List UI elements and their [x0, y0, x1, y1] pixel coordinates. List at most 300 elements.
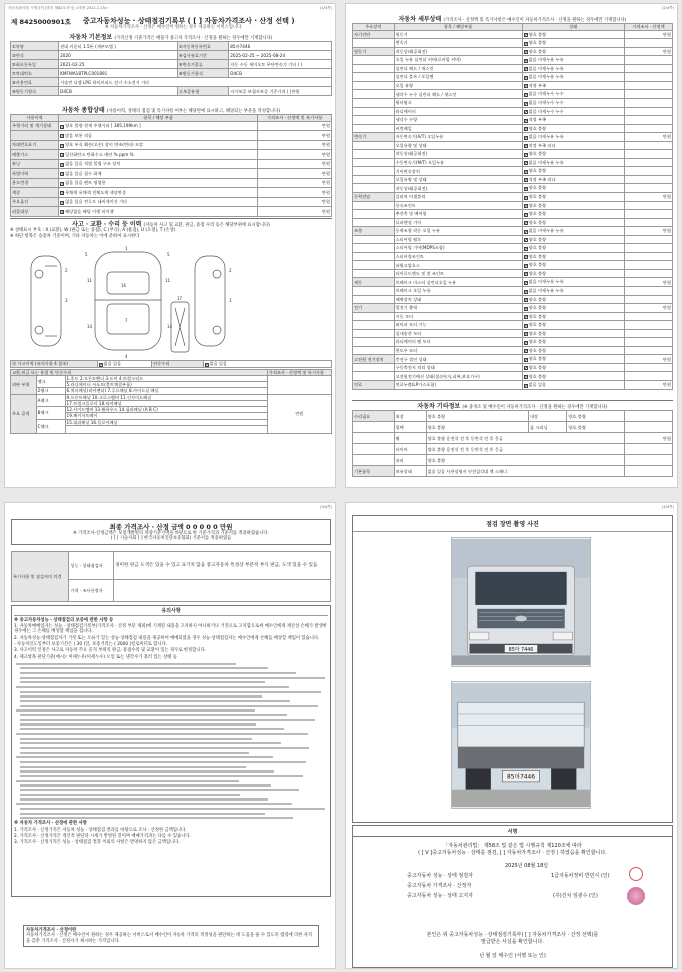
checkbox-icon: ✔: [524, 332, 528, 337]
checkbox-icon: ✔: [524, 186, 528, 191]
detail-item: 오일 누유 실린더 커버(로커암 커버): [394, 56, 522, 65]
other-group: [353, 422, 395, 433]
checkbox-icon: ✔: [524, 246, 528, 251]
detail-row: [353, 150, 673, 159]
status-row: [11, 169, 332, 179]
status-value: [59, 169, 258, 179]
other-row: [353, 422, 673, 433]
status-value: [59, 207, 258, 217]
detail-state-text: 양호 불량: [528, 364, 547, 370]
sign-title-box: [352, 825, 673, 837]
basic-value-2: 2025-02-25 ~ 2025-08-24: [229, 51, 332, 60]
checkbox-icon: ✔: [524, 306, 528, 311]
detail-state: [522, 158, 624, 167]
svg-text:1: 1: [125, 246, 128, 251]
svg-text:16: 16: [121, 283, 127, 288]
svg-text:3: 3: [65, 298, 68, 303]
detail-row: [353, 321, 673, 330]
detail-state-text: 없음 미세누유 누유: [528, 74, 564, 80]
detail-state-text: 양호 불량: [528, 185, 547, 191]
detail-group: [353, 235, 395, 244]
checkbox-icon: ✔: [61, 172, 65, 177]
detail-group: 원동기: [353, 47, 395, 56]
detail-price: 만원: [624, 304, 672, 313]
basic-value: 2020: [59, 51, 178, 60]
detail-row: [353, 175, 673, 184]
special-label: 특기사항 및 점검자의 의견: [12, 552, 69, 602]
detail-item: 오일유량 및 상태: [394, 141, 522, 150]
fine-print-line: [20, 752, 249, 754]
other-group: [353, 455, 395, 466]
other-info-section: [352, 400, 673, 477]
checkbox-icon: ✔: [524, 144, 528, 149]
fine-print-line: [16, 756, 273, 758]
detail-group: [353, 287, 395, 296]
checkbox-icon: ✔: [524, 289, 528, 294]
note-item: 1. 가격조사 · 산정가격은 자동차 성능 · 상태점검 결과를 바탕으로 조사 · 산정한 금액입니다.: [14, 827, 187, 833]
detail-state: [522, 363, 624, 372]
page-number: (4/4쪽): [661, 505, 674, 509]
detail-price: [624, 64, 672, 73]
status-key: 주행거리 및 계기상태: [11, 121, 59, 131]
fine-print-line: [20, 766, 246, 768]
detail-item: 윈도우 모터: [394, 346, 522, 355]
page-number: (2/4쪽): [661, 6, 674, 10]
other-item: 광택: [394, 422, 426, 433]
status-table: [10, 114, 332, 216]
detail-item: 커먼레일: [394, 124, 522, 133]
detail-state: [522, 244, 624, 253]
detail-state: [522, 90, 624, 99]
detail-price: [624, 210, 672, 219]
detail-item: 브레이크 오일 누유: [394, 287, 522, 296]
detail-state: [522, 312, 624, 321]
total-title: 최종 가격조사 · 산정 금액: [109, 523, 184, 531]
main-b-v: 12.사이드멤버 13.휠하우스 14.필러패널 (A B C): [65, 407, 267, 413]
detail-price: [624, 312, 672, 321]
detail-row: [353, 346, 673, 355]
detail-row: [353, 355, 673, 364]
detail-group: [353, 218, 395, 227]
fine-print-line: [20, 789, 299, 791]
checkbox-icon: ✔: [524, 204, 528, 209]
other-state-2: 양호 불량: [567, 411, 625, 422]
detail-item: 디퍼렌셜 기어: [394, 218, 522, 227]
total-note: ※ 가격조사·산정금액은 보험개발원의 차량기준가액을 바탕으로 한 기준가격과 기준서를 적용하였습니다.: [73, 531, 269, 536]
detail-price: 만원: [624, 355, 672, 364]
fine-print-line: [20, 705, 318, 707]
hist-price-col: 가격조사 · 산정액 및 특기사항: [267, 369, 331, 375]
status-row: [11, 121, 332, 131]
detail-price: [624, 244, 672, 253]
detail-row: [353, 73, 673, 82]
detail-state: [522, 372, 624, 381]
detail-item: 기어변속장치: [394, 167, 522, 176]
detail-state-text: 양호 불량: [528, 347, 547, 353]
detail-row: [353, 107, 673, 116]
detail-state: [522, 201, 624, 210]
detail-row: [353, 56, 673, 65]
page-number: (1/4쪽): [319, 6, 332, 10]
detail-group: [353, 321, 395, 330]
status-price: 만원: [258, 169, 332, 179]
status-value-text: 무채색 유채색 전체도색 색상변경: [65, 189, 126, 195]
detail-state-text: 적정 부족 과다: [528, 142, 556, 148]
detail-state: [522, 47, 624, 56]
detail-price: [624, 124, 672, 133]
note-item: 1. 자동차매매업자는 성능 · 상태점검기록부(가격조사 · 산정 부분 제외)에 기재된 내용을 고지하지 아니하거나 거짓으로 고지함으로써 매수인에게 재산상 손해가 발생한 경우에는 그 손해를 배상할 책임을 집니다.: [14, 623, 327, 635]
accident-section: [10, 218, 332, 239]
status-col-2: 항목 / 해당 부품: [59, 115, 258, 121]
checkbox-icon: ✔: [524, 41, 528, 46]
fine-print-line: [20, 700, 290, 702]
detail-group: [353, 363, 395, 372]
status-key: 튜닝: [11, 159, 59, 169]
svg-text:3: 3: [229, 298, 232, 303]
detail-row: [353, 81, 673, 90]
detail-price: [624, 175, 672, 184]
notes-list-2: [14, 828, 328, 846]
outer-rank2: 2랭크: [36, 388, 65, 394]
status-value-text: 일산화탄소 탄화수소 매연 % ppm %: [65, 151, 134, 157]
basic-row: [11, 78, 332, 87]
checkbox-icon: ✔: [524, 195, 528, 200]
other-item: 보유상태: [394, 466, 426, 477]
fine-print-line: [20, 691, 321, 693]
fine-print-line: [20, 681, 265, 683]
checkbox-icon: ✔: [524, 349, 528, 354]
status-value-text: 양호 부식 훼손(오손) 상이 변조(변타) 도말: [65, 142, 144, 148]
detail-row: [353, 201, 673, 210]
detail-group: [353, 90, 395, 99]
status-note: (사용이력, 상태의 점검 및 특기사항 여부는 해당란에 표시하고, 해당되는 부분을 작성합니다): [106, 109, 281, 114]
other-state: 양호 불량 운전석 전 후 동반석 전 후 응급: [426, 444, 624, 455]
detail-state-text: 없음 있음: [528, 382, 547, 388]
detail-state: [522, 133, 624, 142]
status-value-text: 없음 있음 썬루프 네비게이션 기타: [65, 199, 128, 205]
detail-group: [353, 175, 395, 184]
status-value: [59, 131, 258, 141]
other-note: (※ 중개소 및 매수인이 자동차가격조사 · 산정을 원하는 경우에만 기재합니다): [462, 405, 608, 410]
fine-print-line: [20, 747, 309, 749]
status-value: [59, 178, 258, 188]
law-line-1: 「자동차관리법」 제58조 및 같은 법 시행규칙 제120조에 따라: [443, 843, 582, 849]
basic-key: ⑩원동기형식: [11, 87, 59, 96]
note-item: 2. 자동차성능·상태점검자가 거짓 또는 오류가 있는 성능·상태점검 내용을 제공하여 매매되었을 경우 성능·상태점검자는 매수인에게 손해를 배상할 책임이 있습니다.: [14, 635, 320, 641]
detail-state: [522, 98, 624, 107]
front-plate-text: 85마 7446: [508, 647, 534, 654]
fine-print-line: [16, 686, 289, 688]
fine-print-line: [16, 803, 292, 805]
notes-box: [11, 605, 331, 897]
detail-group: [353, 329, 395, 338]
detail-state-text: 양호 불량: [528, 125, 547, 131]
detail-state-text: 양호 불량: [528, 202, 547, 208]
legend-1: ※ 상태표시 부호 : X (교환), W (판금 또는 용접), C (부식), A (흠집), U (요철), T (손상): [10, 228, 176, 234]
detail-row: [353, 167, 673, 176]
detail-state-text: 없음 미세누유 누유: [528, 57, 564, 63]
outer-rank2-v: 6.쿼터패널(리어펜더) 7.루프패널 8.사이드실 패널: [65, 388, 267, 394]
detail-state-text: 없음 미세누유 누유: [528, 279, 564, 285]
other-row: [353, 455, 673, 466]
simple-repair-label: 단순수리: [152, 361, 203, 368]
page-number: (3/4쪽): [319, 505, 332, 509]
detail-state: [522, 321, 624, 330]
stamp-1-icon: [629, 867, 643, 881]
detail-item: 자동변속기(A/T) 오일누유: [394, 133, 522, 142]
special-table: [11, 551, 331, 602]
detail-price: 만원: [624, 30, 672, 39]
detail-state-text: 양호 불량: [528, 219, 547, 225]
detail-row: [353, 141, 673, 150]
detail-table: [352, 23, 673, 389]
other-state-2: 양호 불량: [567, 422, 625, 433]
basic-value: KMFWA18TPLC001891: [59, 69, 178, 78]
accident-note: (자동차 사고 및 교환, 판금, 용접 수리 등은 해당부위에 표시합니다): [143, 223, 270, 228]
basic-key-2: ④검사유효기간: [177, 51, 228, 60]
detail-group: 전기: [353, 304, 395, 313]
other-title: 자동차 기타정보: [417, 403, 461, 410]
basic-row: [11, 69, 332, 78]
status-row: [11, 140, 332, 150]
detail-row: [353, 98, 673, 107]
basic-row: [11, 42, 332, 51]
basic-key: ⑨사용연료: [11, 78, 59, 87]
svg-text:2: 2: [65, 268, 68, 273]
svg-text:5: 5: [167, 252, 170, 257]
detail-group: [353, 269, 395, 278]
other-row: [353, 444, 673, 455]
checkbox-icon: ✔: [61, 153, 65, 158]
status-row: [11, 188, 332, 198]
detail-group: [353, 124, 395, 133]
checkbox-icon: ✔: [524, 101, 528, 106]
detail-state: [522, 227, 624, 236]
other-row: [353, 411, 673, 422]
detail-row: [353, 47, 673, 56]
detail-price: [624, 295, 672, 304]
detail-row: [353, 184, 673, 193]
detail-state-text: 양호 불량: [528, 262, 547, 268]
detail-state: [522, 210, 624, 219]
status-row: [11, 159, 332, 169]
detail-item: 냉각수 누수 실린더 헤드 / 개스킷: [394, 90, 522, 99]
fine-print-line: [20, 784, 271, 786]
status-col-0: 사용이력: [11, 115, 59, 121]
detail-item: 추진축 및 베어링: [394, 210, 522, 219]
status-row: [11, 207, 332, 217]
checkbox-icon: ✔: [524, 92, 528, 97]
status-row: [11, 131, 332, 141]
checkbox-icon: ✔: [524, 169, 528, 174]
checkbox-icon: ✔: [524, 298, 528, 303]
detail-row: [353, 133, 673, 142]
detail-price: [624, 346, 672, 355]
car-top-view-icon: [95, 252, 161, 350]
doc-number: 제 8425000901호: [11, 18, 72, 26]
detail-price: [624, 184, 672, 193]
detail-col-3: 가격조사 · 산정액: [624, 24, 672, 30]
detail-price: [624, 158, 672, 167]
detail-item: 라디에이터: [394, 107, 522, 116]
other-price: [624, 444, 672, 455]
detail-item: 원동기: [394, 30, 522, 39]
detail-item: 실내송풍 모터: [394, 329, 522, 338]
detail-state: [522, 141, 624, 150]
basic-value-2: 자가보증 보험사보증 기준가격 ( )만원: [229, 87, 332, 96]
detail-row: [353, 372, 673, 381]
other-state: 양호 불량: [426, 411, 528, 422]
detail-item: 실린더 헤드 / 개스킷: [394, 64, 522, 73]
detail-state: [522, 261, 624, 270]
detail-state: [522, 304, 624, 313]
other-item: 유리: [394, 455, 426, 466]
detail-price: 만원: [624, 47, 672, 56]
status-title: 자동차 종합상태: [61, 107, 105, 114]
detail-state: [522, 150, 624, 159]
detail-price: [624, 56, 672, 65]
detail-state-text: 양호 불량: [528, 40, 547, 46]
detail-group: [353, 141, 395, 150]
checkbox-icon: ✔: [524, 229, 528, 234]
detail-price: [624, 287, 672, 296]
doc-notice: ※ 자동차가격조사 · 산정은 매수인이 원하는 경우 제공하는 서비스입니다.: [105, 25, 243, 30]
detail-item: 작동상태(공회전): [394, 47, 522, 56]
status-price: 만원: [258, 197, 332, 207]
detail-col-2: 상태: [522, 24, 624, 30]
detail-state-text: 양호 불량: [528, 356, 547, 362]
fine-print-line: [20, 672, 296, 674]
fine-print-line: [20, 794, 240, 796]
checkbox-icon: ✔: [524, 383, 528, 388]
detail-state-text: 양호 불량: [528, 253, 547, 259]
detail-price: [624, 81, 672, 90]
detail-state-text: 없음 미세누수 누수: [528, 91, 564, 97]
detail-row: [353, 30, 673, 39]
detail-row: [353, 295, 673, 304]
detail-state-text: 양호 불량: [528, 245, 547, 251]
accident-table: [10, 360, 332, 368]
detail-price: [624, 372, 672, 381]
basic-info-note: (가격산정 기준가격은 매물가 중고차 가격조사 · 산정을 원하는 경우에만 기재합니다): [114, 36, 273, 41]
checkbox-icon: ✔: [61, 162, 65, 167]
detail-item: 구동축전지 격리 상태: [394, 363, 522, 372]
other-item: 외장: [394, 411, 426, 422]
svg-text:11: 11: [165, 278, 171, 283]
status-key: 색상: [11, 188, 59, 198]
main-b: B랭크: [36, 407, 65, 420]
note-item: 3. 가격조사 · 산정가격은 성능 · 상태점검 결과 이외의 사항은 반영하지 않은 금액입니다.: [14, 840, 180, 846]
detail-state-text: 양호 불량: [528, 305, 547, 311]
fine-print-line: [20, 770, 274, 772]
checkbox-icon: ✔: [61, 191, 65, 196]
checkbox-icon: ✔: [524, 255, 528, 260]
detail-group: [353, 338, 395, 347]
detail-row: [353, 210, 673, 219]
basic-info-section: [10, 32, 332, 96]
other-group: 수리필요: [353, 411, 395, 422]
sign-title: 서명: [507, 829, 518, 835]
fine-print-line: [16, 733, 308, 735]
detail-price: [624, 321, 672, 330]
detail-row: [353, 338, 673, 347]
basic-info-table: [10, 41, 332, 96]
simple-repair-value: ✔없음 있음: [203, 361, 331, 368]
detail-row: [353, 124, 673, 133]
detail-item: 배력장치 상태: [394, 295, 522, 304]
svg-text:2: 2: [229, 268, 232, 273]
detail-item: 브레이크 마스터 실린더오일 누유: [394, 278, 522, 287]
basic-value: 2021-02-25: [59, 60, 178, 69]
fine-print-line: [20, 719, 315, 721]
detail-state-text: 없음 미세누유 누유: [528, 159, 564, 165]
fine-print-line: [20, 817, 293, 819]
other-state: 양호 불량: [426, 455, 624, 466]
detail-note: (가격조사 · 산정액 및 특기사항은 매수인이 자동차가격조사 · 산정을 원하는 경우에만 기재합니다): [443, 18, 627, 23]
basic-row: [11, 60, 332, 69]
other-price: [624, 466, 672, 477]
svg-text:14: 14: [87, 324, 93, 329]
detail-item: 스티어링 기어(MDPS포함): [394, 244, 522, 253]
status-key: 차대번호표기: [11, 140, 59, 150]
detail-group: [353, 346, 395, 355]
detail-state-text: 양호 불량: [528, 330, 547, 336]
status-section: [10, 105, 332, 217]
detail-item: 스티어링조인트: [394, 252, 522, 261]
detail-state: [522, 346, 624, 355]
detail-row: [353, 312, 673, 321]
detail-row: [353, 252, 673, 261]
detail-state: [522, 167, 624, 176]
detail-state: [522, 278, 624, 287]
detail-state: [522, 39, 624, 48]
fine-print-line: [20, 723, 256, 725]
detail-row: [353, 381, 673, 390]
other-row: [353, 466, 673, 477]
detail-price: [624, 235, 672, 244]
detail-item: 수동변속기(M/T) 오일누유: [394, 158, 522, 167]
detail-item: 파워고압호스: [394, 261, 522, 270]
detail-col-1: 항목 / 해당부품: [394, 24, 522, 30]
status-value-text: 해당없음 해당 이행 미이행: [65, 208, 114, 214]
other-state: 없음 있음 사용설명서 안전삼각대 잭 스패너: [426, 466, 624, 477]
signer3-name: (주)진치 임광수 (인): [553, 893, 598, 899]
status-value: [59, 121, 258, 131]
detail-item: 동력조향 작동 오일 누유: [394, 227, 522, 236]
detail-state-text: 양호 불량: [528, 296, 547, 302]
detail-group: [353, 81, 395, 90]
detail-group: [353, 167, 395, 176]
fine-print-line: [20, 808, 325, 810]
detail-item: 연료누출(LP가스포함): [394, 381, 522, 390]
detail-group: [353, 312, 395, 321]
status-value: [59, 197, 258, 207]
detail-state: [522, 175, 624, 184]
basic-key: ③연식: [11, 51, 59, 60]
notes-filler: [14, 663, 328, 820]
fine-print-line: [16, 780, 239, 782]
detail-price: [624, 269, 672, 278]
detail-item: 고전원전기배선 상태(접속단자,피복,보호기구): [394, 372, 522, 381]
basic-row: [11, 51, 332, 60]
detail-group: 연료: [353, 381, 395, 390]
detail-item: 충전구 절연 상태: [394, 355, 522, 364]
other-group: 기본품목: [353, 466, 395, 477]
detail-state-text: 양호 불량: [528, 168, 547, 174]
detail-state-text: 없음 미세누수 누수: [528, 108, 564, 114]
rear-plate-text: 85마7446: [507, 774, 535, 781]
checkbox-icon: ✔: [524, 315, 528, 320]
